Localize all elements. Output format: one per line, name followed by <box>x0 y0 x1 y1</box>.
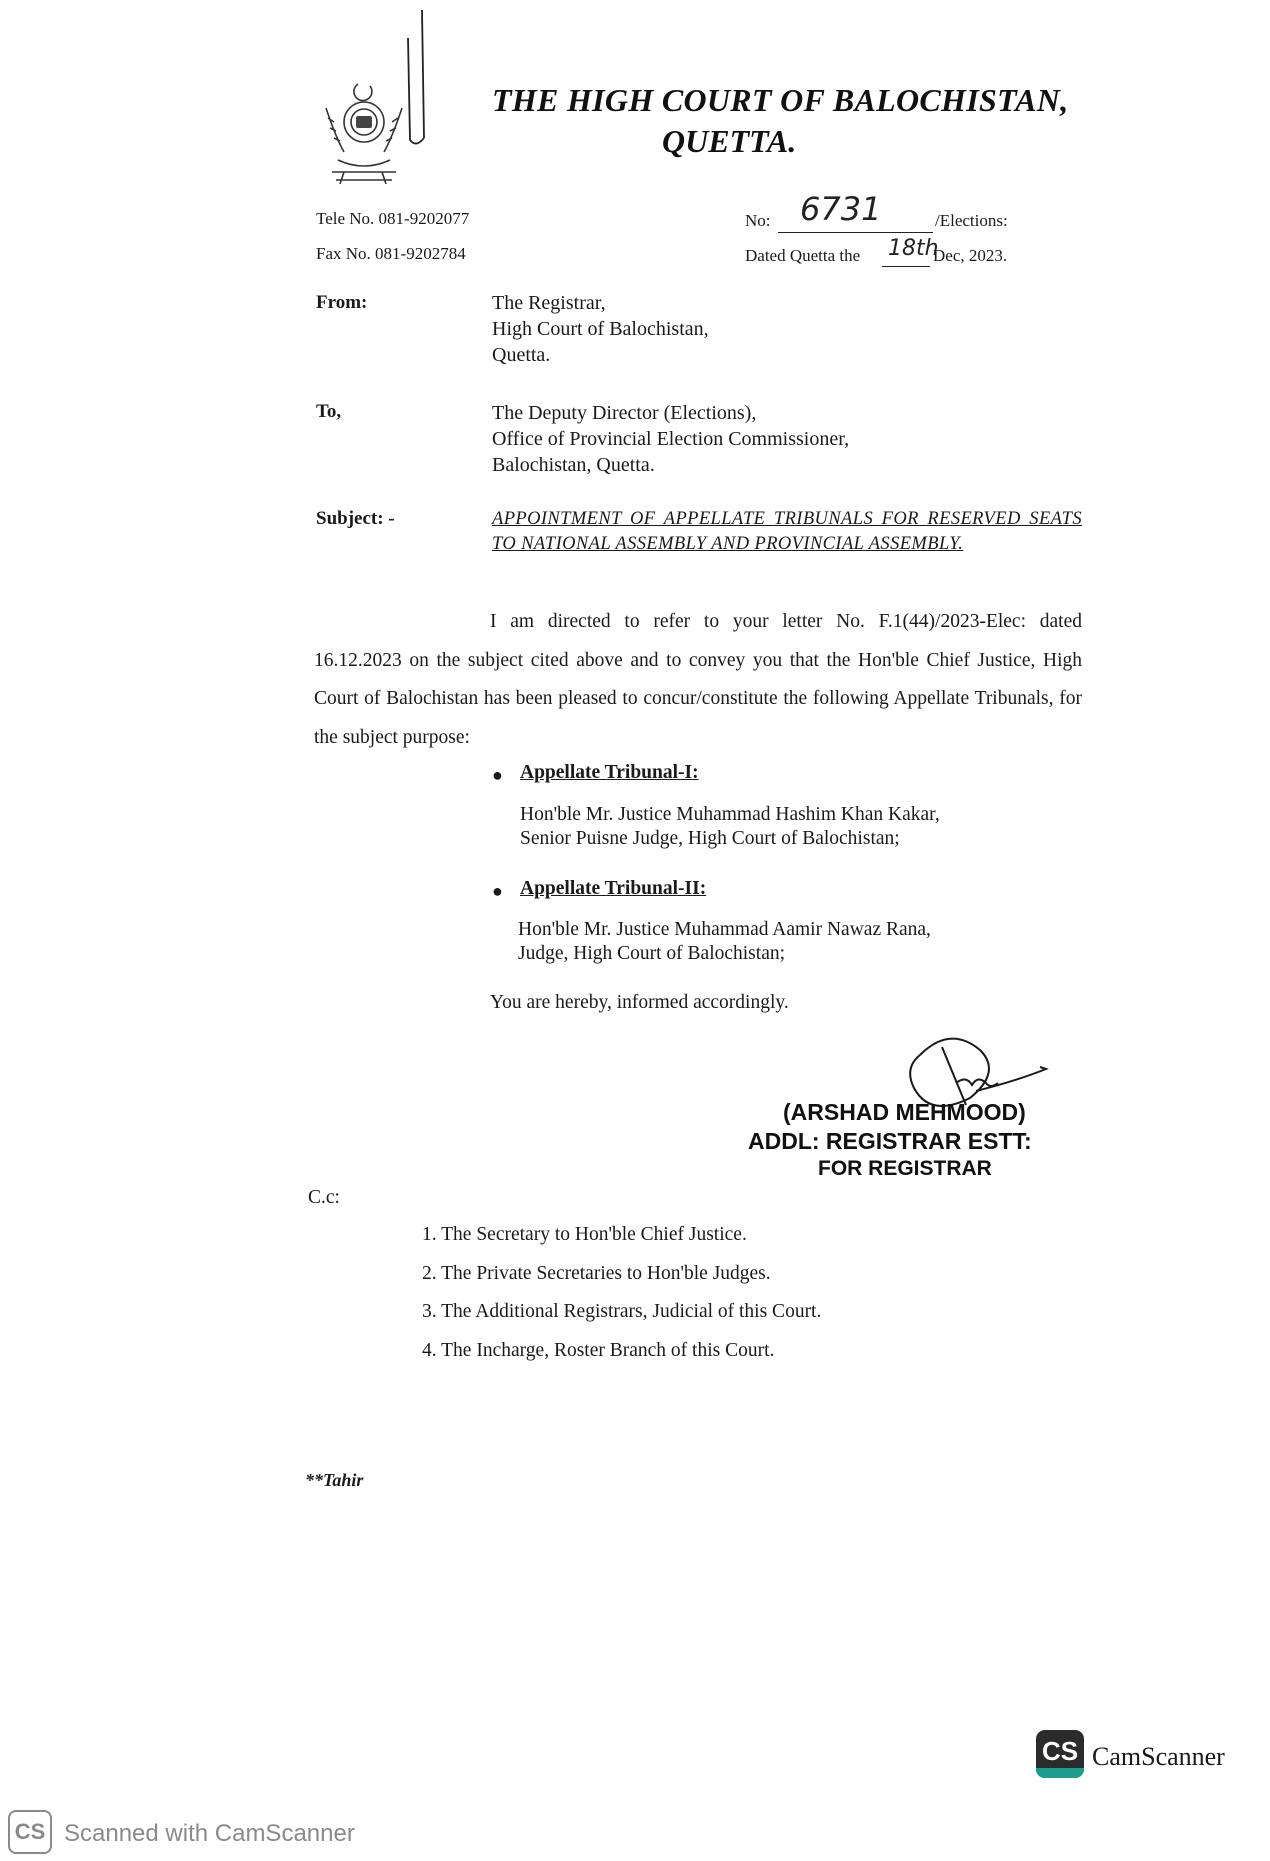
tribunal-2-judge <box>518 918 931 966</box>
scanned-with-footer: Scanned with CamScanner <box>64 1820 355 1847</box>
dated-label: Dated Quetta the <box>745 246 861 265</box>
camscanner-logo-icon <box>1036 1730 1084 1778</box>
body-paragraph: I am directed to refer to your letter No. F.1(44)/2023-Elec: dated 16.12.2023 on the subject cited above and to convey you that the Hon'ble Chief Justice, High Court of Balochistan has been pleased to concur/constitute the following Appellate Tribunals, for the subject purpose: <box>314 611 1082 748</box>
signatory-for: FOR REGISTRAR <box>818 1157 992 1180</box>
date-underline <box>882 266 930 267</box>
cc-item: 2. The Private Secretaries to Hon'ble Judges. <box>422 1262 771 1284</box>
to-line: Office of Provincial Election Commissioner, <box>492 428 850 450</box>
dated-value: 18th <box>888 236 939 261</box>
to-label: To, <box>316 401 342 422</box>
bullet-dot-icon: ● <box>492 881 503 901</box>
cc-item: 4. The Incharge, Roster Branch of this Court. <box>422 1339 775 1361</box>
cc-label: C.c: <box>308 1187 340 1208</box>
court-subtitle: QUETTA. <box>662 123 797 159</box>
to-address <box>492 400 849 478</box>
camscanner-badge-text: CS <box>1041 1736 1079 1766</box>
tribunal-1-judge <box>520 803 940 851</box>
camscanner-brand: CamScanner <box>1092 1742 1225 1771</box>
from-label: From: <box>316 292 368 313</box>
from-line: The Registrar, <box>492 292 606 314</box>
cc-list <box>422 1216 821 1370</box>
typist-initials: **Tahir <box>305 1470 364 1490</box>
tele-number: Tele No. 081-9202077 <box>316 209 470 228</box>
signatory-name: (ARSHAD MEHMOOD) <box>783 1099 1026 1125</box>
ref-no-suffix: /Elections: <box>935 211 1008 230</box>
tribunal-1-line2: Senior Puisne Judge, High Court of Balochistan; <box>520 828 900 849</box>
ref-no-label: No: <box>745 211 771 230</box>
cs-footer-badge-text: CS <box>14 1819 46 1844</box>
tribunal-2-title: Appellate Tribunal-II: <box>520 878 707 899</box>
to-line: Balochistan, Quetta. <box>492 454 655 476</box>
cc-item: 1. The Secretary to Hon'ble Chief Justice. <box>422 1224 747 1245</box>
fax-number: Fax No. 081-9202784 <box>316 244 466 263</box>
initials-scribble <box>378 8 438 158</box>
dated-suffix: Dec, 2023. <box>933 246 1008 265</box>
tribunal-2-line2: Judge, High Court of Balochistan; <box>518 943 786 964</box>
ref-no-underline <box>778 232 933 233</box>
tribunal-1-line1: Hon'ble Mr. Justice Muhammad Hashim Khan Kakar, <box>520 804 940 825</box>
from-line: Quetta. <box>492 344 551 366</box>
closing-line: You are hereby, informed accordingly. <box>490 992 789 1013</box>
cs-footer-icon <box>8 1810 52 1854</box>
to-line: The Deputy Director (Elections), <box>492 402 757 424</box>
tribunal-2-line1: Hon'ble Mr. Justice Muhammad Aamir Nawaz Rana, <box>518 919 931 940</box>
signatory-designation: ADDL: REGISTRAR ESTT: <box>748 1128 1032 1154</box>
subject-text: APPOINTMENT OF APPELLATE TRIBUNALS FOR RESERVED SEATS TO NATIONAL ASSEMBLY AND PROVINCIAL ASSEMBLY. <box>492 509 1082 554</box>
bullet-dot-icon: ● <box>492 765 503 785</box>
tribunal-1-title: Appellate Tribunal-I: <box>520 762 699 783</box>
from-address <box>492 290 709 368</box>
cc-item: 3. The Additional Registrars, Judicial of this Court. <box>422 1301 822 1322</box>
ref-no-value: 6731 <box>800 190 882 228</box>
from-line: High Court of Balochistan, <box>492 318 709 340</box>
court-title: THE HIGH COURT OF BALOCHISTAN, <box>492 82 1069 118</box>
subject-label: Subject: - <box>316 508 395 529</box>
